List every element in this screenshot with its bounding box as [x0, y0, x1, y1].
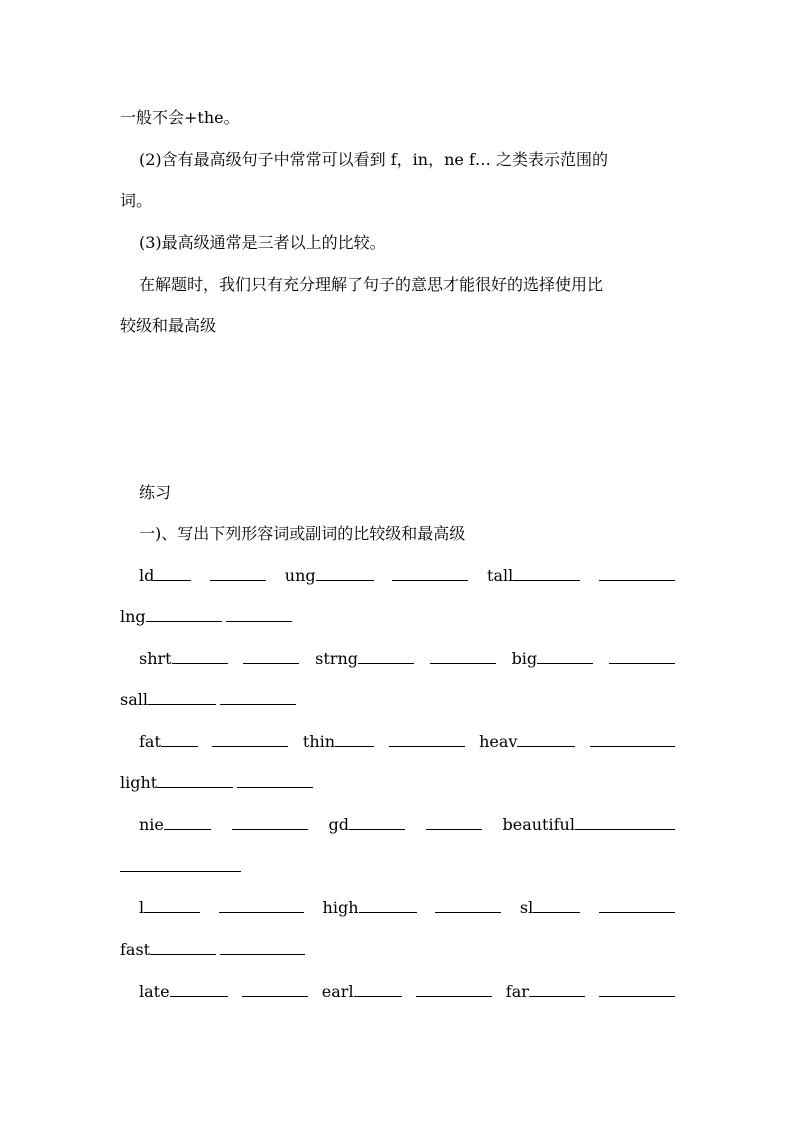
answer-blank[interactable] [212, 745, 288, 747]
answer-blank[interactable] [349, 828, 405, 830]
exercise-item [139, 981, 228, 1003]
exercise-word: shrt [139, 649, 172, 668]
exercise-item [323, 897, 417, 919]
answer-blank[interactable] [529, 995, 585, 997]
practice-title: 练习 [139, 483, 172, 502]
answer-blank[interactable] [533, 911, 580, 913]
paragraph-line-3: 词。 [120, 191, 153, 210]
exercise-word: nie [139, 815, 164, 834]
exercise-item [303, 731, 374, 753]
answer-blank[interactable] [609, 662, 675, 664]
answer-blank[interactable] [146, 620, 222, 622]
exercise-word: fast [120, 940, 151, 959]
answer-blank[interactable] [416, 995, 492, 997]
exercise-word: sall [120, 690, 148, 709]
exercise-word: fat [139, 732, 161, 751]
answer-blank[interactable] [148, 703, 216, 705]
exercise-word: late [139, 982, 170, 1001]
answer-blank[interactable] [243, 662, 299, 664]
exercise-word: far [505, 982, 529, 1001]
exercise-word: ld [139, 566, 155, 585]
exercise-word: light [120, 773, 158, 792]
paragraph-line-6: 较级和最高级 [120, 316, 217, 335]
exercise-item [328, 814, 404, 836]
exercise-row [139, 731, 675, 753]
exercise-item [322, 981, 402, 1003]
answer-blank[interactable] [237, 786, 313, 788]
exercise-word: gd [328, 815, 349, 834]
answer-blank[interactable] [161, 745, 198, 747]
answer-blank[interactable] [120, 870, 241, 872]
answer-blank[interactable] [164, 828, 211, 830]
answer-blank[interactable] [435, 911, 501, 913]
answer-blank[interactable] [219, 911, 304, 913]
answer-blank[interactable] [232, 828, 308, 830]
answer-blank[interactable] [210, 579, 266, 581]
exercise-item [120, 772, 233, 794]
answer-blank[interactable] [226, 620, 292, 622]
paragraph-line-5: 在解题时，我们只有充分理解了句子的意思才能很好的选择使用比 [139, 275, 604, 294]
exercise-row-continuation [120, 689, 675, 711]
exercise-item [503, 814, 675, 836]
answer-blank[interactable] [242, 995, 308, 997]
answer-blank[interactable] [389, 745, 465, 747]
exercise-row-continuation [120, 606, 675, 628]
exercise-item [315, 648, 414, 670]
exercise-row [139, 897, 675, 919]
paragraph-line-2: (2)含有最高级句子中常常可以看到 f，in，ne f… 之类表示范围的 [139, 150, 608, 169]
answer-blank[interactable] [150, 953, 216, 955]
exercise-row [139, 648, 675, 670]
answer-blank[interactable] [172, 662, 228, 664]
answer-blank[interactable] [316, 579, 374, 581]
exercise-item [487, 565, 580, 587]
exercise-item [139, 648, 228, 670]
paragraph-line-4: (3)最高级通常是三者以上的比较。 [139, 233, 386, 252]
exercise-word: sl [519, 898, 534, 917]
exercise-instruction: 一)、写出下列形容词或副词的比较级和最高级 [139, 524, 466, 543]
answer-blank[interactable] [537, 662, 593, 664]
answer-blank[interactable] [359, 911, 417, 913]
exercise-word: beautiful [502, 815, 575, 834]
exercise-item [139, 731, 198, 753]
answer-blank[interactable] [599, 579, 675, 581]
answer-blank[interactable] [170, 995, 228, 997]
answer-blank[interactable] [154, 579, 191, 581]
answer-blank[interactable] [590, 745, 675, 747]
exercise-row [139, 981, 675, 1003]
answer-blank[interactable] [220, 953, 305, 955]
answer-blank[interactable] [358, 662, 414, 664]
exercise-row-continuation [120, 939, 675, 961]
answer-blank[interactable] [513, 579, 580, 581]
exercise-row-continuation [120, 772, 675, 794]
exercise-word: high [322, 898, 359, 917]
exercise-item [285, 565, 374, 587]
paragraph-line-1: 一般不会+the。 [120, 108, 240, 127]
exercise-row [139, 565, 675, 587]
exercise-item [139, 814, 211, 836]
exercise-item [520, 897, 580, 919]
answer-blank[interactable] [430, 662, 496, 664]
exercise-word: strng [315, 649, 358, 668]
exercise-word: heav [479, 732, 518, 751]
exercise-word: tall [487, 566, 514, 585]
answer-blank[interactable] [144, 911, 200, 913]
answer-blank[interactable] [599, 911, 675, 913]
answer-blank[interactable] [599, 995, 675, 997]
exercise-row [139, 814, 675, 836]
exercise-word: l [139, 898, 145, 917]
exercise-item [506, 981, 585, 1003]
answer-blank[interactable] [392, 579, 468, 581]
answer-blank[interactable] [354, 995, 402, 997]
exercise-item [139, 897, 200, 919]
answer-blank[interactable] [157, 786, 233, 788]
answer-blank[interactable] [426, 828, 482, 830]
exercise-row-continuation [120, 856, 675, 878]
exercise-item [139, 565, 191, 587]
answer-blank[interactable] [517, 745, 575, 747]
exercise-word: big [511, 649, 538, 668]
exercise-word: earl [321, 982, 354, 1001]
exercise-word: ung [284, 566, 316, 585]
exercise-item [479, 731, 575, 753]
exercise-item [120, 689, 216, 711]
exercise-item [512, 648, 594, 670]
exercise-item [120, 606, 222, 628]
exercise-word: thin [302, 732, 336, 751]
answer-blank[interactable] [335, 745, 374, 747]
exercise-item [120, 939, 216, 961]
answer-blank[interactable] [575, 828, 675, 830]
exercise-word: lng [120, 607, 146, 626]
answer-blank[interactable] [220, 703, 296, 705]
